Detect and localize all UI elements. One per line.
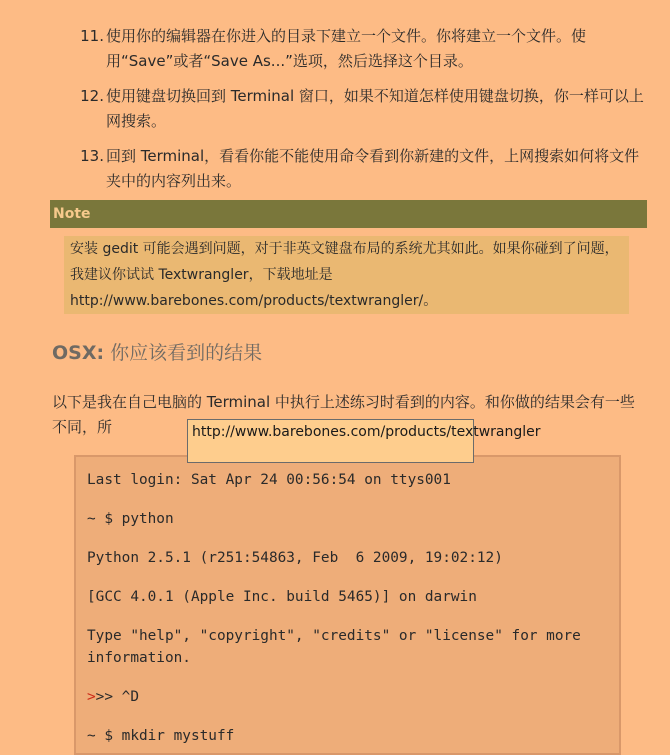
instruction-steps bbox=[60, 24, 650, 204]
code-line: Last login: Sat Apr 24 00:56:54 on ttys001 bbox=[87, 472, 451, 488]
link-tooltip: http://www.barebones.com/products/textwrangler bbox=[187, 419, 474, 463]
code-line-prompt bbox=[87, 686, 619, 708]
section-heading bbox=[52, 338, 262, 365]
note-body: 安装 gedit 可能会遇到问题，对于非英文键盘布局的系统尤其如此。如果你碰到了问题，我建议你试试 Textwrangler，下载地址是 http://www.barebones.com/products/textwrangler/。 bbox=[64, 236, 629, 314]
note-title: Note bbox=[50, 200, 647, 228]
prompt-marker: > bbox=[87, 689, 96, 705]
code-line: ~ $ python bbox=[87, 511, 174, 527]
step-11 bbox=[60, 24, 650, 74]
step-13 bbox=[60, 144, 650, 194]
step-text: 使用你的编辑器在你进入的目录下建立一个文件。你将建立一个文件。使用“Save”或者“Save As...”选项，然后选择这个目录。 bbox=[106, 27, 587, 70]
step-text: 使用键盘切换回到 Terminal 窗口，如果不知道怎样使用键盘切换，你一样可以上网搜索。 bbox=[106, 87, 644, 130]
code-line: ~ $ mkdir mystuff bbox=[87, 728, 235, 744]
section-heading-en: OSX: bbox=[52, 342, 105, 364]
step-number: 13. bbox=[80, 147, 104, 165]
step-number: 12. bbox=[80, 87, 104, 105]
code-line: Type "help", "copyright", "credits" or "license" for more information. bbox=[87, 628, 590, 666]
code-line: Python 2.5.1 (r251:54863, Feb 6 2009, 19:02:12) bbox=[87, 550, 503, 566]
intro-paragraph: 以下是我在自己电脑的 Terminal 中执行上述练习时看到的内容。和你做的结果会有一些不同，所 bbox=[52, 393, 635, 436]
step-number: 11. bbox=[80, 27, 104, 45]
note-box bbox=[50, 200, 647, 314]
section-heading-cn: 你应该看到的结果 bbox=[110, 342, 263, 364]
step-12 bbox=[60, 84, 650, 134]
terminal-code-block bbox=[74, 455, 621, 755]
prompt-rest: >> ^D bbox=[95, 689, 139, 705]
step-text: 回到 Terminal，看看你能不能使用命令看到你新建的文件，上网搜索如何将文件夹中的内容列出来。 bbox=[106, 147, 640, 190]
code-line: [GCC 4.0.1 (Apple Inc. build 5465)] on darwin bbox=[87, 589, 477, 605]
